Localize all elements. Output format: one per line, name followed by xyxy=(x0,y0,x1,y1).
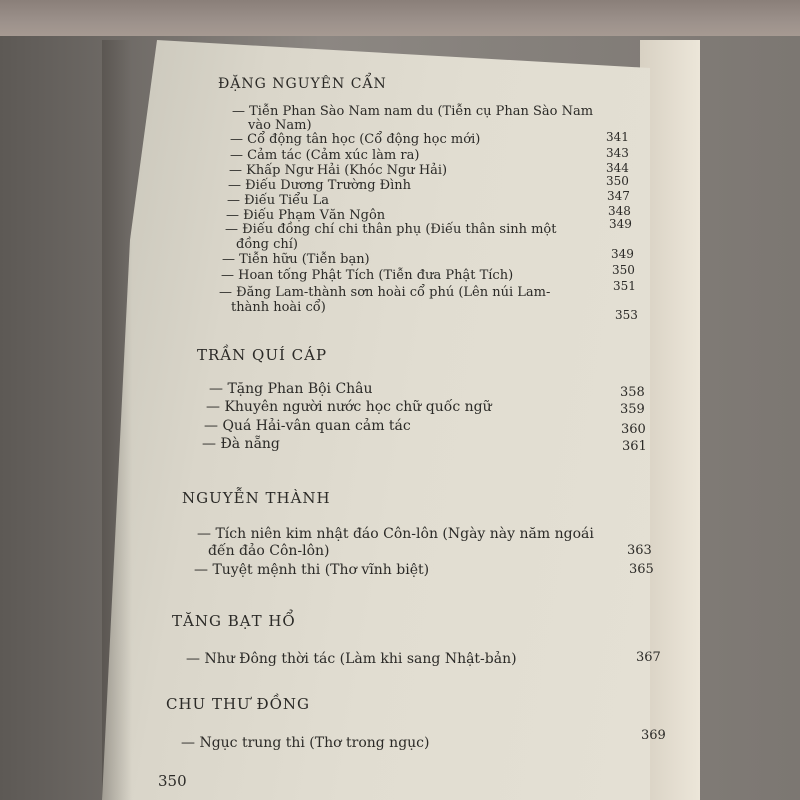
toc-entry: — Điếu Tiểu La xyxy=(227,193,330,208)
toc-entry: — Khấp Ngư Hải (Khóc Ngư Hải) xyxy=(229,163,448,178)
toc-page-number: 367 xyxy=(636,650,661,665)
toc-entry-continuation: vào Nam) xyxy=(248,118,312,133)
toc-entry-continuation: đến đảo Côn-lôn) xyxy=(208,543,330,559)
toc-entry: — Quá Hải-vân quan cảm tác xyxy=(204,418,411,434)
author-heading: TĂNG BẠT HỔ xyxy=(172,612,296,630)
toc-page-number: 347 xyxy=(607,189,630,203)
toc-entry: — Hoan tống Phật Tích (Tiễn đưa Phật Tích) xyxy=(221,268,514,283)
toc-entry: — Điếu Phạm Văn Ngôn xyxy=(226,208,386,223)
toc-page-number: 358 xyxy=(620,385,645,400)
toc-page-number: 349 xyxy=(609,217,632,231)
toc-page-number: 361 xyxy=(622,439,647,454)
toc-page-number: 348 xyxy=(608,204,631,218)
toc-page-number: 344 xyxy=(606,161,629,175)
toc-page-number: 351 xyxy=(613,279,636,293)
toc-entry: — Như Đông thời tác (Làm khi sang Nhật-bản) xyxy=(186,651,517,667)
toc-page-number: 369 xyxy=(641,728,666,743)
toc-entry: — Tuyệt mệnh thi (Thơ vĩnh biệt) xyxy=(194,562,430,578)
toc-entry: — Ngục trung thi (Thơ trong ngục) xyxy=(181,735,430,751)
toc-entry-continuation: thành hoài cổ) xyxy=(231,300,326,315)
toc-entry: — Tặng Phan Bội Châu xyxy=(209,381,373,397)
toc-page-number: 363 xyxy=(627,543,652,558)
author-heading: TRẦN QUÍ CÁP xyxy=(197,346,328,364)
toc-page-number: 349 xyxy=(611,247,634,261)
toc-entry: — Điếu Dương Trường Đình xyxy=(228,178,412,193)
toc-entry: — Cổ động tân học (Cổ động học mới) xyxy=(230,132,481,147)
toc-entry: — Tiễn Phan Sào Nam nam du (Tiễn cụ Phan Sào Nam xyxy=(232,104,594,119)
toc-page-number: 350 xyxy=(606,174,629,188)
toc-entry: — Tích niên kim nhật đáo Côn-lôn (Ngày này năm ngoái xyxy=(197,526,594,542)
toc-page-number: 341 xyxy=(606,130,629,144)
author-heading: ĐẶNG NGUYÊN CẨN xyxy=(218,76,387,92)
toc-page-number: 359 xyxy=(620,402,645,417)
toc-entry-continuation: đồng chí) xyxy=(236,237,298,252)
toc-page-number: 343 xyxy=(606,146,629,160)
toc-page-number: 360 xyxy=(621,422,646,437)
toc-entry: — Đà nẵng xyxy=(202,436,280,452)
toc-entry: — Khuyên người nước học chữ quốc ngữ xyxy=(206,399,492,415)
toc-page-number: 350 xyxy=(612,263,635,277)
author-heading: NGUYỄN THÀNH xyxy=(182,489,331,507)
author-heading: CHU THƯ ĐỒNG xyxy=(166,695,310,713)
toc-entry: — Tiễn hữu (Tiễn bạn) xyxy=(222,252,370,267)
toc-entry: — Cảm tác (Cảm xúc làm ra) xyxy=(230,148,420,163)
page-number: 350 xyxy=(158,772,187,790)
toc-page-number: 353 xyxy=(615,308,638,322)
toc-entry: — Đăng Lam-thành sơn hoài cổ phú (Lên núi Lam- xyxy=(219,285,551,300)
toc-page-number: 365 xyxy=(629,562,654,577)
toc-entry: — Điếu đồng chí chi thân phụ (Điếu thân sinh một xyxy=(225,222,557,237)
